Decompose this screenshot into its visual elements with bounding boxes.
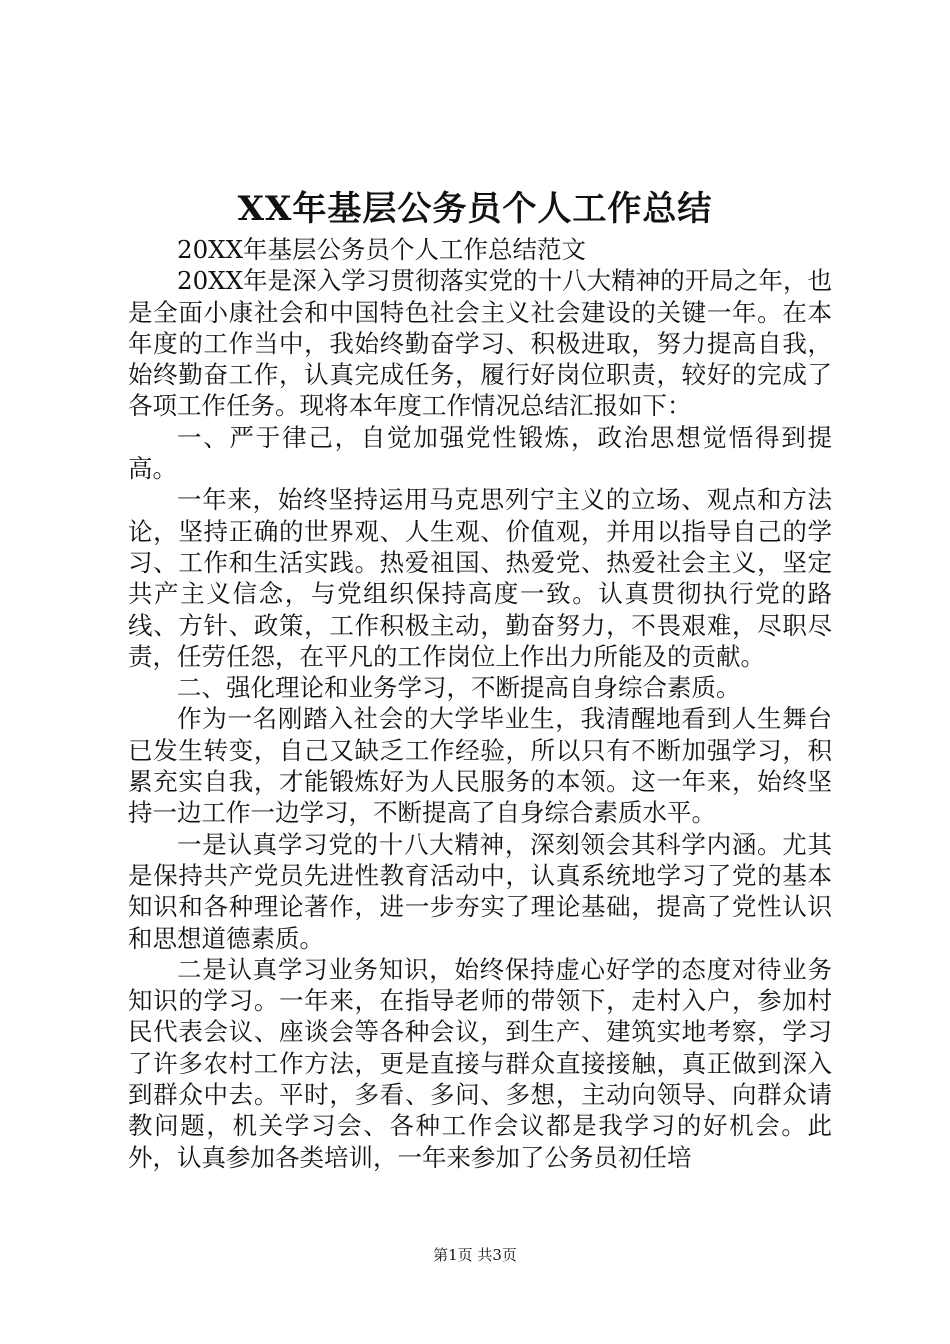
paragraph-section-2: 作为一名刚踏入社会的大学毕业生，我清醒地看到人生舞台已发生转变，自己又缺乏工作经验，所以只有不断加强学习，积累充实自我，才能锻炼好为人民服务的本领。这一年来，始终坚持一边工作一边学习，不断提高了自身综合素质水平。 (128, 704, 832, 828)
paragraph-point-1: 一是认真学习党的十八大精神，深刻领会其科学内涵。尤其是保持共产党员先进性教育活动中，认真系统地学习了党的基本知识和各种理论著作，进一步夯实了理论基础，提高了党性认识和思想道德素质。 (128, 829, 832, 953)
paragraph-section-1: 一年来，始终坚持运用马克思列宁主义的立场、观点和方法论，坚持正确的世界观、人生观、价值观，并用以指导自己的学习、工作和生活实践。热爱祖国、热爱党、热爱社会主义，坚定共产主义信念，与党组织保持高度一致。认真贯彻执行党的路线、方针、政策，工作积极主动，勤奋努力，不畏艰难，尽职尽责，任劳任怨，在平凡的工作岗位上作出力所能及的贡献。 (128, 485, 832, 671)
paragraph-subtitle: 20XX年基层公务员个人工作总结范文 (177, 235, 587, 264)
paragraph-point-2: 二是认真学习业务知识，始终保持虚心好学的态度对待业务知识的学习。一年来，在指导老师的带领下，走村入户，参加村民代表会议、座谈会等各种会议，到生产、建筑实地考察，学习了许多农村工作方法，更是直接与群众直接接触，真正做到深入到群众中去。平时，多看、多问、多想，主动向领导、向群众请教问题，机关学习会、各种工作会议都是我学习的好机会。此外，认真参加各类培训，一年来参加了公务员初任培 (128, 954, 832, 1172)
section-heading-1: 一、严于律己，自觉加强党性锻炼，政治思想觉悟得到提高。 (128, 422, 832, 484)
paragraph-intro: 20XX年是深入学习贯彻落实党的十八大精神的开局之年，也是全面小康社会和中国特色社会主义社会建设的关键一年。在本年度的工作当中，我始终勤奋学习、积极进取，努力提高自我，始终勤奋工作，认真完成任务，履行好岗位职责，较好的完成了各项工作任务。现将本年度工作情况总结汇报如下： (128, 266, 832, 421)
page-number-footer: 第1页 共3页 (433, 1246, 517, 1264)
section-heading-2: 二、强化理论和业务学习，不断提高自身综合素质。 (177, 673, 741, 703)
document-body (128, 234, 832, 1173)
document-title: XX年基层公务员个人工作总结 (237, 189, 713, 229)
